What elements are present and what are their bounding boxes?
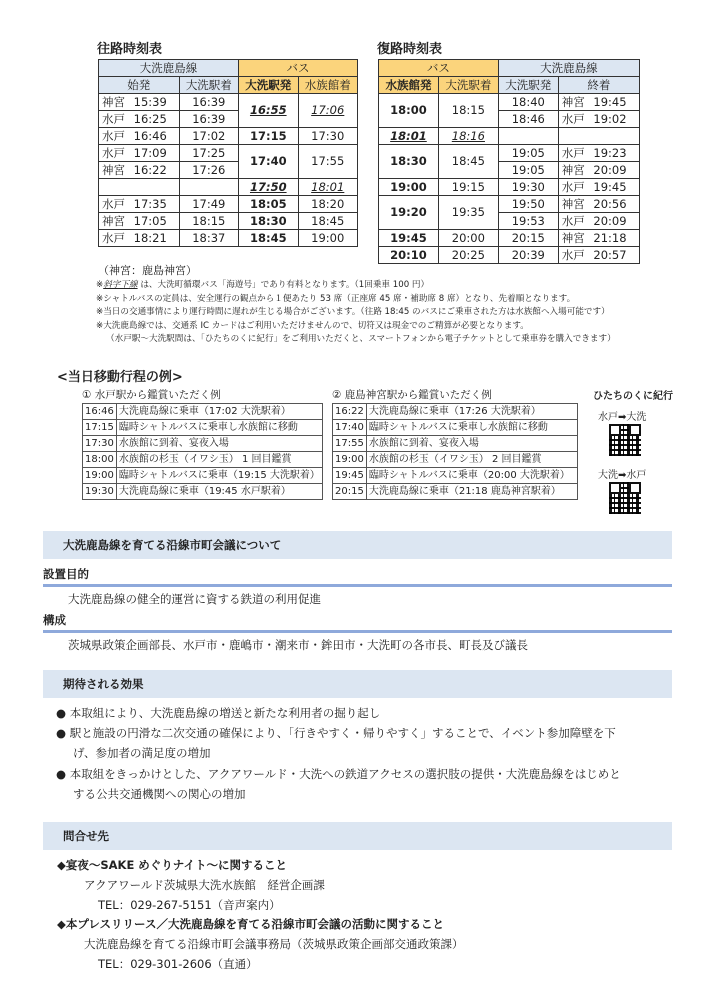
step: 水族館に到着、宴夜入場 [366,436,577,452]
council-header [43,531,672,559]
arr-time: 19:23 [593,145,627,160]
note-1 [96,279,696,293]
time: 17:15 [83,420,117,436]
contact-2-org: 大洗鹿島線を育てる沿線市町会議事務局（茨城県政策企画部交通政策課） [84,937,464,951]
table-row [99,128,358,145]
group-header-line: 大洗鹿島線 [498,60,639,77]
bus-dep: 20:10 [379,247,439,264]
time: 16:46 [83,404,117,420]
effect-item [56,725,616,741]
note-5: （水戸駅～大洗駅間は、「ひたちのくに紀行」をご利用いただくと、スマートフォンから電子チケットとして乗車券を購入できます） [106,334,616,344]
table-row [379,94,640,111]
arr-time: 21:18 [593,230,627,245]
example-1-title: ① 水戸駅から鑑賞いただく例 [82,389,221,401]
arr-time: 17:49 [179,196,238,213]
bus-arr: 18:16 [438,128,498,145]
dep-time: 18:40 [498,94,558,111]
bus-arr: 18:20 [298,196,357,213]
qr-code-oarai-mito[interactable] [609,482,641,514]
origin: 水戸 [102,128,125,143]
table-row [99,230,358,247]
time: 20:15 [333,484,367,500]
step: 臨時シャトルバスに乗車（20:00 大洗駅着） [366,468,577,484]
destination: 神宮 [561,196,585,211]
arr-time: 16:39 [179,111,238,128]
dep-time: 19:05 [498,162,558,179]
bus-dep: 17:50 [239,179,298,196]
arr-time: 17:26 [179,162,238,179]
time: 19:00 [83,468,117,484]
dep-time: 17:35 [133,196,167,211]
dep-time: 15:39 [133,94,167,109]
contact-1-title: ◆宴夜～SAKE めぐりナイト～に関すること [57,858,287,872]
bus-dep: 17:15 [239,128,298,145]
step: 水族館に到着、宴夜入場 [116,436,322,452]
time: 19:30 [83,484,117,500]
group-header-bus: バス [239,60,358,77]
bus-arr: 18:01 [298,179,357,196]
step: 水族館の杉玉（イワシ玉） 2 回目鑑賞 [366,452,577,468]
qr-label-2: 大洗➡水戸 [598,470,647,481]
arr-time: 19:02 [593,111,627,126]
bus-arr: 20:25 [438,247,498,264]
origin: 神宮 [102,162,125,177]
table-row [99,179,358,196]
step: 臨時シャトルバスに乗車し水族館に移動 [116,420,322,436]
itinerary-row [333,404,578,420]
table-row [99,145,358,162]
itinerary-row [83,420,323,436]
arr-time: 20:56 [593,196,627,211]
bus-arr: 18:45 [438,145,498,179]
arr-time: 16:39 [179,94,238,111]
note-2: ※シャトルバスの定員は、安全運行の観点から１便あたり 53 席（正座席 45 席・補助席 8 席）となり、先着順となります。 [96,293,576,304]
destination: 水戸 [561,145,585,160]
bus-dep: 17:40 [239,145,298,179]
destination: 水戸 [561,247,585,262]
effect-text: 本取組により、大洗鹿島線の増送と新たな利用者の掘り起し [69,706,381,720]
contact-1-org: アクアワールド茨城県大洗水族館 経営企画課 [84,878,325,892]
dep-time: 16:22 [133,162,167,177]
bus-dep: 19:20 [379,196,439,230]
bus-arr: 17:06 [298,94,357,128]
bus-dep: 18:30 [379,145,439,179]
bus-dep: 19:00 [379,179,439,196]
effect-item-continued: げ、参加者の満足度の増加 [73,746,211,760]
origin: 水戸 [102,196,125,211]
time: 16:22 [333,404,367,420]
members-label: 構成 [43,612,672,633]
origin: 水戸 [102,145,125,160]
itinerary-row [333,468,578,484]
itinerary-row [83,404,323,420]
table-row [99,94,358,111]
col-header: 水族館着 [298,77,357,94]
qr-label-1: 水戸➡大洗 [598,412,647,423]
bus-arr: 19:00 [298,230,357,247]
col-header: 大洗駅着 [438,77,498,94]
arr-time: 20:09 [593,213,627,228]
dep-time: 20:15 [498,230,558,247]
destination: 水戸 [561,213,585,228]
arr-time: 17:02 [179,128,238,145]
bus-dep: 18:00 [379,94,439,128]
destination: 神宮 [561,162,585,177]
inbound-timetable [378,59,640,264]
step: 大洗鹿島線に乗車（19:45 水戸駅着） [116,484,322,500]
destination: 神宮 [561,94,585,109]
bus-dep: 16:55 [239,94,298,128]
table-row [379,145,640,162]
step: 大洗鹿島線に乗車（17:02 大洗駅着） [116,404,322,420]
itinerary-row [333,420,578,436]
dep-time: 20:39 [498,247,558,264]
table-row [379,230,640,247]
bullet-icon: ● [56,767,67,781]
origin: 神宮 [102,94,125,109]
col-header: 始発 [99,77,180,94]
itinerary-row [83,468,323,484]
example-2-title: ② 鹿島神宮駅から鑑賞いただく例 [332,389,492,401]
itinerary-row [83,452,323,468]
dep-time: 17:05 [133,213,167,228]
arr-time: 19:45 [593,94,627,109]
effect-item [56,766,621,782]
bus-arr: 18:15 [438,94,498,128]
step: 大洗鹿島線に乗車（21:18 鹿島神宮駅着） [366,484,577,500]
contact-2-tel: TEL：029-301-2606（直通） [98,957,258,971]
group-header-bus: バス [379,60,499,77]
contact-header-text: 問合せ先 [63,829,109,843]
contact-2-title: ◆本プレスリリース／大洗鹿島線を育てる沿線市町会議の活動に関すること [57,917,444,931]
example-2-table [332,403,578,500]
time: 19:45 [333,468,367,484]
bus-arr: 19:35 [438,196,498,230]
dep-time: 19:50 [498,196,558,213]
arr-time: 18:37 [179,230,238,247]
dep-time: 19:30 [498,179,558,196]
itinerary-row [83,484,323,500]
bus-arr: 19:15 [438,179,498,196]
note-emphasis: 斜字下線 [103,280,138,290]
contact-header [43,822,672,850]
qr-code-mito-oarai[interactable] [609,424,641,456]
purpose-label: 設置目的 [43,566,672,587]
bus-arr: 17:30 [298,128,357,145]
step: 臨時シャトルバスに乗車（19:15 大洗駅着） [116,468,322,484]
effect-text: 駅と施設の円滑な二次交通の確保により、「行きやすく・帰りやすく」することで、イベント参加障壁を下 [69,726,616,740]
effects-header-text: 期待される効果 [63,677,144,691]
table-row [379,247,640,264]
table-row [99,196,358,213]
bus-dep: 18:30 [239,213,298,230]
outbound-timetable [98,59,358,247]
time: 19:00 [333,452,367,468]
time: 17:55 [333,436,367,452]
qr-section-title: ひたちのくに紀行 [593,391,673,402]
effects-header [43,670,672,698]
destination: 水戸 [561,179,585,194]
purpose-text: 大洗鹿島線の健全的運営に資する鉄道の利用促進 [68,592,321,606]
note-3: ※当日の交通事情により運行時間に遅れが生じる場合がございます。（往路 18:45 のバスにご乗車された方は水族館へ入場可能です） [96,307,610,317]
note-text: は、大洗町循環バス「海遊号」であり有料となります。（1回乗車 100 円） [137,280,430,290]
itinerary-row [333,452,578,468]
dep-time: 16:25 [133,111,167,126]
step: 水族館の杉玉（イワシ玉） 1 回目鑑賞 [116,452,322,468]
arr-time: 20:57 [593,247,627,262]
effect-item-continued: する公共交通機関への関心の増加 [73,787,246,801]
col-header: 大洗駅発 [239,77,298,94]
inbound-title: 復路時刻表 [377,42,443,57]
effect-item [56,705,380,721]
bus-arr: 18:45 [298,213,357,230]
itinerary-row [83,436,323,452]
members-text: 茨城県政策企画部長、水戸市・鹿嶋市・潮来市・鉾田市・大洗町の各市長、町長及び議長 [68,638,528,652]
example-1-table [82,403,323,500]
table-row [379,179,640,196]
step: 臨時シャトルバスに乗車し水族館に移動 [366,420,577,436]
dep-time: 18:46 [498,111,558,128]
step: 大洗鹿島線に乗車（17:26 大洗駅着） [366,404,577,420]
table-row [99,213,358,230]
bus-dep: 18:01 [379,128,439,145]
itinerary-title: <当日移動行程の例> [57,370,183,385]
col-header: 大洗駅着 [179,77,238,94]
table-row [379,196,640,213]
dep-time: 19:05 [498,145,558,162]
bus-dep: 18:45 [239,230,298,247]
dep-time: 16:46 [133,128,167,143]
table-row [379,128,640,145]
time: 18:00 [83,452,117,468]
council-header-text: 大洗鹿島線を育てる沿線市町会議について [63,538,282,552]
origin: 水戸 [102,111,125,126]
itinerary-row [333,436,578,452]
col-header: 水族館発 [379,77,439,94]
group-header-line: 大洗鹿島線 [99,60,239,77]
arr-time: 20:09 [593,162,627,177]
time: 17:30 [83,436,117,452]
bus-arr: 20:00 [438,230,498,247]
dep-time: 19:53 [498,213,558,230]
origin: 神宮 [102,213,125,228]
bullet-icon: ● [56,706,67,720]
col-header: 終着 [558,77,639,94]
bus-arr: 17:55 [298,145,357,179]
note-mark: ※ [96,280,104,290]
dep-time: 18:21 [133,230,167,245]
arr-time: 18:15 [179,213,238,230]
col-header: 大洗駅発 [498,77,558,94]
outbound-footnote: （神宮：鹿島神宮） [98,264,197,277]
effect-text: 本取組をきっかけとした、アクアワールド・大洗への鉄道アクセスの選択肢の提供・大洗鹿島線をはじめと [69,767,621,781]
bullet-icon: ● [56,726,67,740]
time: 17:40 [333,420,367,436]
itinerary-row [333,484,578,500]
notes [96,279,696,347]
origin: 水戸 [102,230,125,245]
destination: 水戸 [561,111,585,126]
note-4: ※大洗鹿島線では、交通系 IC カードはご利用いただけませんので、切符又は現金でのご精算が必要となります。 [96,320,529,331]
dep-time: 17:09 [133,145,167,160]
arr-time: 19:45 [593,179,627,194]
bus-dep: 18:05 [239,196,298,213]
bus-dep: 19:45 [379,230,439,247]
outbound-title: 往路時刻表 [97,42,163,57]
arr-time: 17:25 [179,145,238,162]
destination: 神宮 [561,230,585,245]
contact-1-tel: TEL：029-267-5151（音声案内） [98,898,281,912]
